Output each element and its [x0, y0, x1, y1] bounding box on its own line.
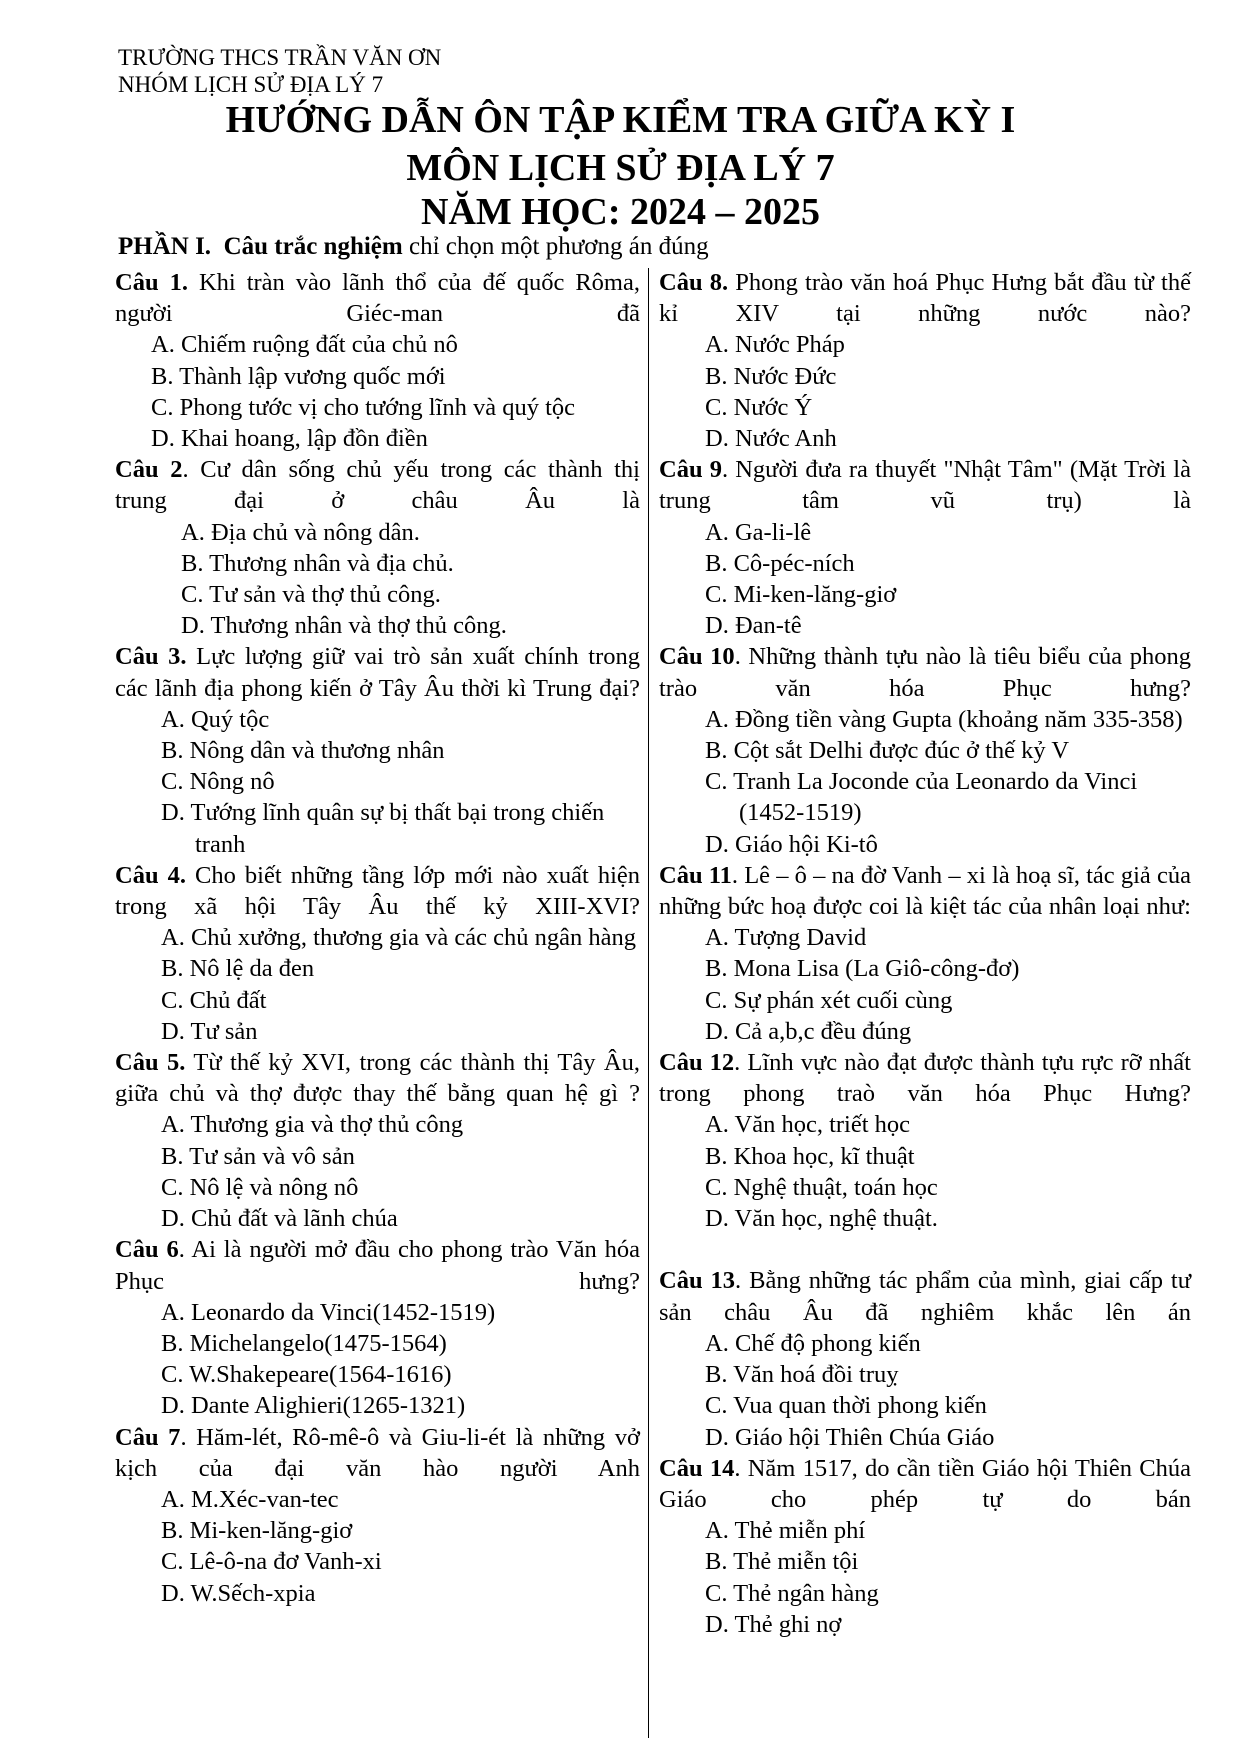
- option: B. Tư sản và vô sản: [161, 1142, 355, 1170]
- question-label: Câu 4.: [115, 861, 186, 889]
- question-label: Câu 10: [659, 643, 735, 671]
- option: A. Ga-li-lê: [705, 518, 812, 546]
- option: C. Nghệ thuật, toán học: [705, 1173, 938, 1201]
- option: A. Nước Pháp: [705, 331, 845, 359]
- option: D. Giáo hội Thiên Chúa Giáo: [705, 1423, 995, 1451]
- part-heading: [118, 232, 709, 262]
- option: C. Chủ đất: [161, 986, 267, 1014]
- question-text: . Lê – ô – na đờ Vanh – xi là hoạ sĩ, tác giả của những bức hoạ được coi là kiệt tác của nhân loại như:: [659, 861, 1191, 921]
- question-text: . Lĩnh vực nào đạt được thành tựu rực rỡ nhất trong phong traò văn hóa Phục Hưng?: [659, 1049, 1191, 1108]
- option: A. Đồng tiền vàng Gupta (khoảng năm 335-358): [705, 705, 1183, 733]
- question-5: [115, 1047, 640, 1109]
- question-text: . Ai là người mở đầu cho phong trào Văn hóa Phục hưng?: [115, 1236, 640, 1295]
- question-text: . Hăm-lét, Rô-mê-ô và Giu-li-ét là những vở kịch của đại văn hào người Anh: [115, 1423, 640, 1482]
- question-text: Phong trào văn hoá Phục Hưng bắt đầu từ thế kỉ XIV tại những nước nào?: [659, 269, 1191, 328]
- right-column: [659, 267, 1191, 1640]
- option: D. Đan-tê: [705, 612, 802, 640]
- option: D. Khai hoang, lập đồn điền: [151, 425, 428, 453]
- option: B. Nước Đức: [705, 362, 837, 390]
- option: A. M.Xéc-van-tec: [161, 1485, 339, 1513]
- option: D. Chủ đất và lãnh chúa: [161, 1205, 398, 1233]
- option: B. Cô-péc-ních: [705, 549, 855, 577]
- option: D. Nước Anh: [705, 425, 837, 453]
- question-9: [659, 454, 1191, 516]
- school-header: [118, 44, 441, 98]
- question-label: Câu 14: [659, 1454, 735, 1482]
- question-10: [659, 641, 1191, 703]
- question-text: Cho biết những tầng lớp mới nào xuất hiện trong xã hội Tây Âu thế kỷ XIII-XVI?: [115, 861, 641, 921]
- option: C. Lê-ô-na đơ Vanh-xi: [161, 1548, 382, 1576]
- question-label: Câu 2: [115, 456, 183, 484]
- option: D. Giáo hội Ki-tô: [705, 830, 878, 858]
- question-text: Khi tràn vào lãnh thổ của đế quốc Rôma, người Giéc-man đã: [115, 269, 640, 328]
- option: A. Thương gia và thợ thủ công: [161, 1111, 464, 1139]
- question-label: Câu 5.: [115, 1049, 186, 1077]
- option: B. Mona Lisa (La Giô-công-đơ): [705, 955, 1020, 983]
- option: B. Michelangelo(1475-1564): [161, 1329, 447, 1357]
- question-label: Câu 8.: [659, 269, 729, 296]
- option: A. Chủ xưởng, thương gia và các chủ ngân hàng: [161, 924, 636, 952]
- option: C. Phong tước vị cho tướng lĩnh và quý tộc: [151, 393, 576, 421]
- question-7: [115, 1422, 640, 1484]
- option: B. Nô lệ da đen: [161, 955, 315, 983]
- part-text: chỉ chọn một phương án đúng: [402, 233, 709, 260]
- question-label: Câu 9: [659, 456, 722, 484]
- option: B. Nông dân và thương nhân: [161, 737, 445, 765]
- question-12: [659, 1047, 1191, 1109]
- question-label: Câu 13: [659, 1267, 736, 1295]
- subject-group: NHÓM LỊCH SỬ ĐỊA LÝ 7: [118, 72, 384, 97]
- school-year-title: NĂM HỌC: 2024 – 2025: [421, 191, 820, 233]
- option: B. Cột sắt Delhi được đúc ở thế kỷ V: [705, 737, 1070, 765]
- question-text: Từ thế kỷ XVI, trong các thành thị Tây Âu, giữa chủ và thợ được thay thế bằng quan hệ gì ?: [115, 1049, 640, 1108]
- option: D. Thương nhân và thợ thủ công.: [181, 612, 507, 640]
- question-label: Câu 11: [659, 861, 732, 889]
- option: A. Quý tộc: [161, 705, 270, 733]
- option: D. Tướng lĩnh quân sự bị thất bại trong chiến tranh: [161, 799, 605, 858]
- option: D. Cả a,b,c đều đúng: [705, 1017, 912, 1045]
- question-4: [115, 860, 640, 922]
- option: D. Dante Alighieri(1265-1321): [161, 1392, 466, 1420]
- question-text: Lực lượng giữ vai trò sản xuất chính trong các lãnh địa phong kiến ở Tây Âu thời kì Trung đại?: [115, 643, 640, 702]
- question-text: . Những thành tựu nào là tiêu biểu của phong trào văn hóa Phục hưng?: [659, 643, 1191, 702]
- question-text: . Cư dân sống chủ yếu trong các thành thị trung đại ở châu Âu là: [115, 456, 640, 515]
- question-label: Câu 7: [115, 1423, 181, 1451]
- option: C. Sự phán xét cuối cùng: [705, 986, 953, 1014]
- option: A. Thẻ miễn phí: [705, 1517, 866, 1545]
- question-6: [115, 1234, 640, 1296]
- column-divider: [648, 268, 649, 1738]
- part-label: PHẦN I.: [118, 233, 212, 260]
- option: D. Văn học, nghệ thuật.: [705, 1205, 938, 1233]
- option: C. Tư sản và thợ thủ công.: [181, 581, 441, 609]
- question-label: Câu 3.: [115, 643, 187, 671]
- question-label: Câu 1.: [115, 269, 188, 296]
- option: A. Chế độ phong kiến: [705, 1329, 921, 1357]
- option: C. Nô lệ và nông nô: [161, 1173, 359, 1201]
- school-name: TRƯỜNG THCS TRẦN VĂN ƠN: [118, 45, 442, 70]
- option: C. Nước Ý: [705, 393, 813, 421]
- question-label: Câu 6: [115, 1236, 179, 1264]
- option: B. Thương nhân và địa chủ.: [181, 549, 454, 577]
- document-title: HƯỚNG DẪN ÔN TẬP KIỂM TRA GIỮA KỲ I: [225, 99, 1016, 141]
- question-14: [659, 1453, 1191, 1515]
- option: C. W.Shakepeare(1564-1616): [161, 1361, 452, 1389]
- question-8: [659, 267, 1191, 329]
- option: C. Mi-ken-lăng-giơ: [705, 581, 897, 609]
- option: D. Thẻ ghi nợ: [705, 1610, 842, 1638]
- option: C. Nông nô: [161, 768, 275, 796]
- option: A. Tượng David: [705, 924, 867, 952]
- option: B. Mi-ken-lăng-giơ: [161, 1517, 353, 1545]
- option: A. Văn học, triết học: [705, 1111, 911, 1139]
- option: C. Thẻ ngân hàng: [705, 1579, 879, 1607]
- question-2: [115, 454, 640, 516]
- question-text: . Năm 1517, do cần tiền Giáo hội Thiên Chúa Giáo cho phép tự do bán: [659, 1454, 1191, 1513]
- left-column: [115, 267, 640, 1609]
- question-label: Câu 12: [659, 1049, 735, 1077]
- blank-line: [659, 1234, 1191, 1265]
- option: D. Tư sản: [161, 1017, 258, 1045]
- part-bold-text: Câu trắc nghiệm: [223, 233, 403, 260]
- question-text: . Bằng những tác phẩm của mình, giai cấp tư sản châu Âu đã nghiêm khắc lên án: [659, 1267, 1191, 1326]
- question-1: [115, 267, 640, 329]
- option: C. Vua quan thời phong kiến: [705, 1392, 987, 1420]
- option: C. Tranh La Joconde của Leonardo da Vinci (1452-1519): [705, 768, 1138, 827]
- option: A. Địa chủ và nông dân.: [181, 518, 420, 546]
- question-13: [659, 1265, 1191, 1327]
- option: B. Khoa học, kĩ thuật: [705, 1142, 915, 1170]
- option: A. Chiếm ruộng đất của chủ nô: [151, 331, 458, 359]
- question-11: [659, 860, 1191, 922]
- option: D. W.Sếch-xpia: [161, 1579, 316, 1607]
- option: B. Thành lập vương quốc mới: [151, 362, 446, 390]
- question-3: [115, 641, 640, 703]
- option: B. Văn hoá đồi truỵ: [705, 1361, 899, 1389]
- subject-title: MÔN LỊCH SỬ ĐỊA LÝ 7: [406, 147, 835, 189]
- option: B. Thẻ miễn tội: [705, 1548, 859, 1576]
- option: A. Leonardo da Vinci(1452-1519): [161, 1298, 496, 1326]
- question-text: . Người đưa ra thuyết "Nhật Tâm" (Mặt Trời là trung tâm vũ trụ) là: [659, 456, 1191, 515]
